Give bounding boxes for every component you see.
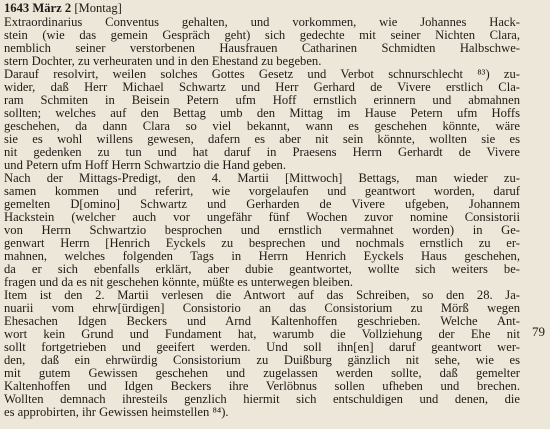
text-line: mit gutem Gewissen geschehen und zugelassen werden sollte, daß gemelter bbox=[4, 365, 520, 380]
text-line: ram Schmiten in Beisein Petern ufm Hoff ernstlich erinnern und abmahnen bbox=[4, 92, 520, 107]
text-line: genwart Herrn [Henrich Eyckels zu besprechen und nochmals ernstlich zu er- bbox=[4, 235, 520, 250]
text-line: gemelten D[omino] Schwartz und Gerharden de Vivere ufgeben, Johannem bbox=[4, 196, 520, 211]
text-line: den, daß ein ehrwürdig Consistorium zu Duißburg gänzlich nit sehe, wie es bbox=[4, 352, 520, 367]
text-line: Nach der Mittags-Predigt, den 4. Martii [Mittwoch] Bettags, man wieder zu- bbox=[4, 170, 520, 185]
text-line: wort kein Grund und Fundament hat, warumb die Vollziehung der Ehe nit bbox=[4, 326, 520, 341]
text-line: Darauf resolvirt, weilen solches Gottes Gesetz und Verbot schnurschlecht ⁸³) zu- bbox=[4, 66, 520, 81]
text-line: es approbirten, ihr Gewissen heimstellen ⁸⁴). bbox=[4, 404, 229, 419]
text-line: da er sich ebenfalls erklärt, aber dubie geantwortet, wollte sich weiters be- bbox=[4, 261, 520, 276]
document-page bbox=[4, 0, 545, 429]
text-line: Wollten demnach ihresteils genzlich hiermit sich entschuldigen und denen, die bbox=[4, 391, 520, 406]
text-line: mahnen, welches folgenden Tags in Herrn Henrich Eyckels Haus geschehen, bbox=[4, 248, 520, 263]
text-line: nemblich seiner verstorbenen Hausfrauen Catharinen Schmidten Halbschwe- bbox=[4, 40, 520, 55]
entry-weekday: [Montag] bbox=[74, 1, 122, 15]
text-line: samen kommen und referirt, wie vorgelaufen und geantwort worden, daruf bbox=[4, 183, 520, 198]
text-line: und Petern ufm Hoff Herrn Schwartzio die Hand geben. bbox=[4, 157, 286, 172]
text-line: stein (wie das gemein Gespräch geht) sich gedechte mit seiner Nichten Clara, bbox=[4, 27, 520, 42]
text-line: Hackstein (welcher auch vor ungefähr fünf Wochen zuvor nomine Consistorii bbox=[4, 209, 520, 224]
text-line: Kaltenhoffen und Idgen Beckers ihre Verlöbnus sollen ufheben und brechen. bbox=[4, 378, 520, 393]
text-line: fragen und da es nit geschehen könnte, müßte es unterwegen bleiben. bbox=[4, 274, 354, 289]
text-line: stern Dochter, zu verheuraten und in den Ehestand zu begeben. bbox=[4, 53, 322, 68]
text-line: sollt fortgetrieben und geeifert werden. Und soll ihn[en] daruf geantwort wer- bbox=[4, 339, 520, 354]
text-line: nit gedenken zu tun und hat daruf in Praesens Herrn Gerhardt de Vivere bbox=[4, 144, 520, 159]
text-line: Item ist den 2. Martii verlesen die Antwort auf das Schreiben, so den 28. Ja- bbox=[4, 287, 520, 302]
text-line: Extraordinarius Conventus gehalten, und vorkommen, wie Johannes Hack- bbox=[4, 14, 520, 29]
text-line: wider, daß Herr Michael Schwartz und Herr Gerhard de Vivere erstlich Cla- bbox=[4, 79, 520, 94]
text-line: nuarii vom ehrw[ürdigen] Consistorio an das Consistorium zu Mörß wegen bbox=[4, 300, 520, 315]
text-line: sollten; welches auf den Bettag umb den Mittag im Hause Petern ufm Hoffs bbox=[4, 105, 520, 120]
text-line: Ehesachen Idgen Beckers und Arnd Kaltenhoffen geschrieben. Welche Ant- bbox=[4, 313, 520, 328]
text-line: sie es wohl willens gewesen, dafern es aber nit sein könnte, wollten sie es bbox=[4, 131, 520, 146]
entry-date: 1643 März 2 bbox=[4, 1, 72, 15]
margin-page-number: 79 bbox=[532, 324, 545, 339]
text-line: von Herrn Schwartzio besprochen und ernstlich vermahnet worden) in Ge- bbox=[4, 222, 520, 237]
text-line: geschehen, da dann Clara so viel bekannt, wann es geschehen könnte, wäre bbox=[4, 118, 520, 133]
